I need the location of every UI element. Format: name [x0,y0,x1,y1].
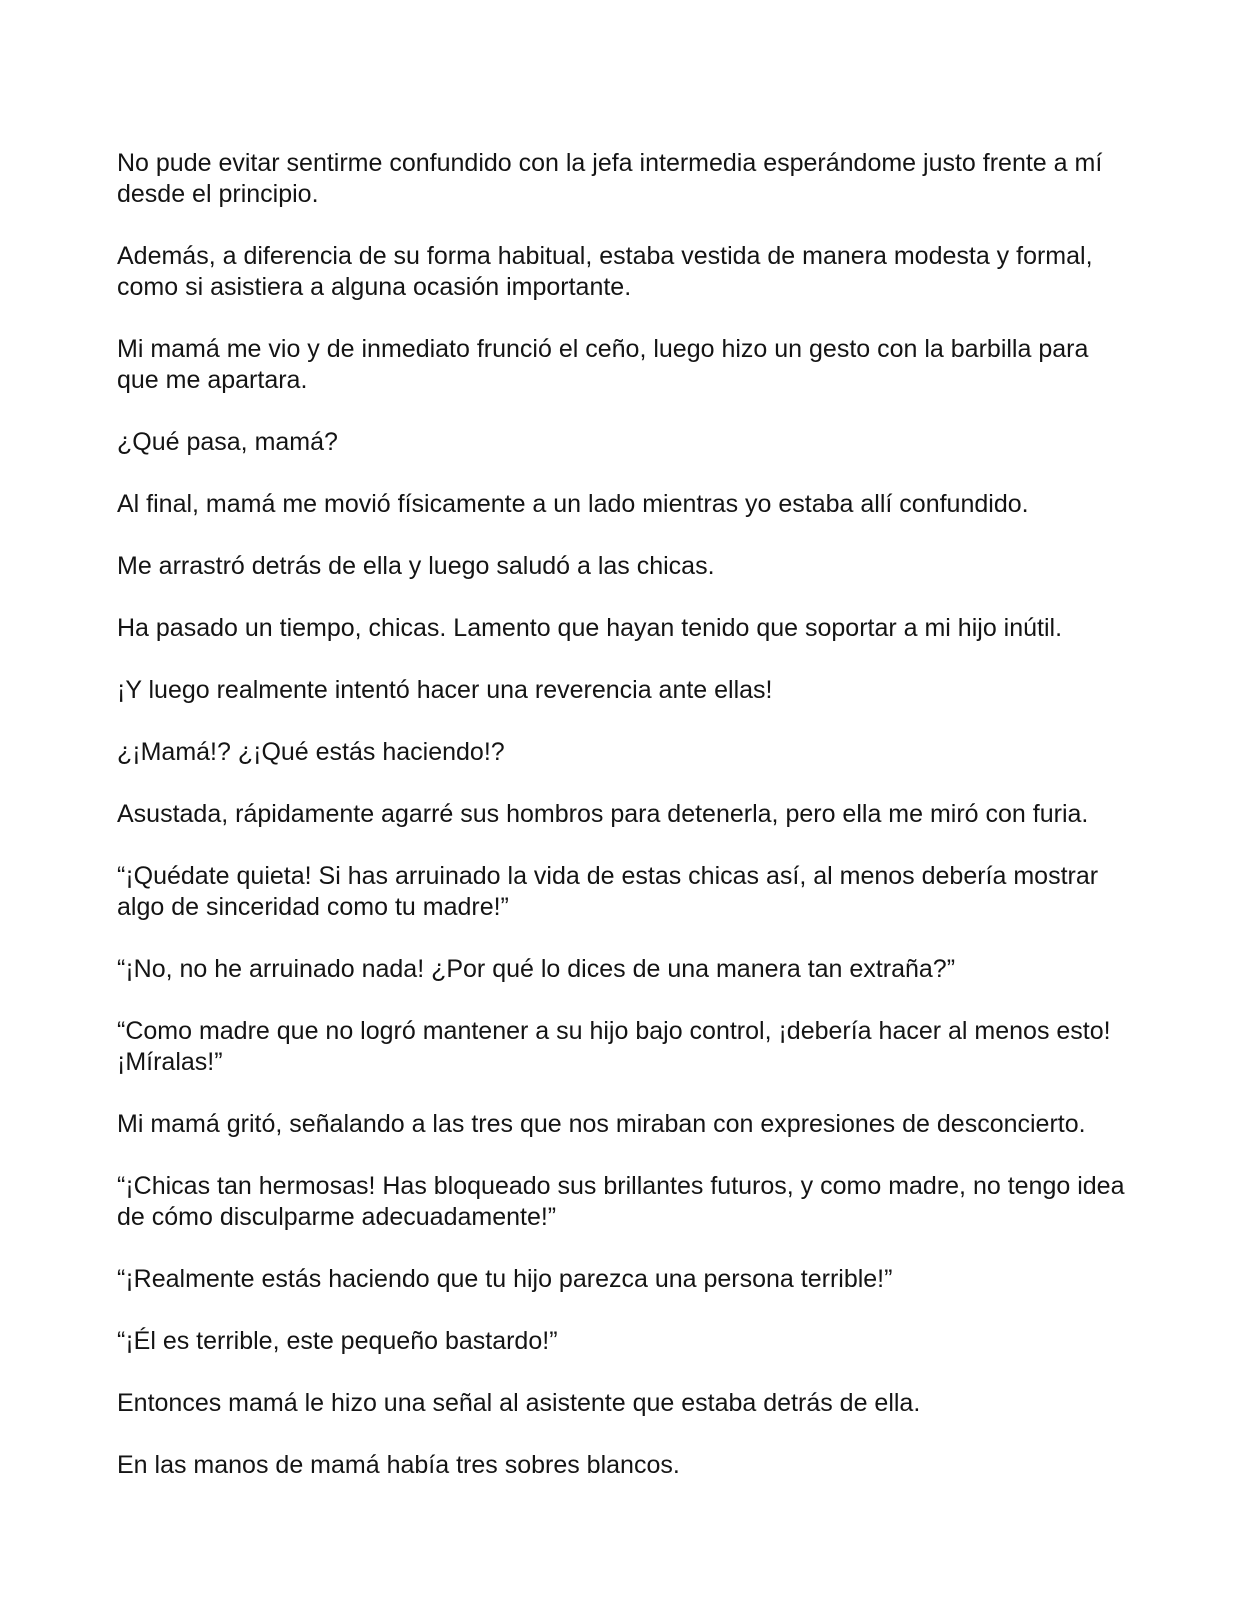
paragraph: ¿Qué pasa, mamá? [117,428,338,456]
paragraph: “¡No, no he arruinado nada! ¿Por qué lo dices de una manera tan extraña?” [117,955,956,983]
paragraph: Mi mamá gritó, señalando a las tres que nos miraban con expresiones de desconcierto. [117,1110,1086,1138]
paragraph: Mi mamá me vio y de inmediato frunció el ceño, luego hizo un gesto con la barbilla para que me apartara. [117,335,1089,394]
paragraph: Al final, mamá me movió físicamente a un lado mientras yo estaba allí confundido. [117,490,1029,518]
paragraph: “¡Realmente estás haciendo que tu hijo parezca una persona terrible!” [117,1265,893,1293]
paragraph: No pude evitar sentirme confundido con la jefa intermedia esperándome justo frente a mí desde el principio. [117,149,1103,208]
paragraph: En las manos de mamá había tres sobres blancos. [117,1451,680,1479]
paragraph: Asustada, rápidamente agarré sus hombros para detenerla, pero ella me miró con furia. [117,800,1089,828]
paragraph: “Como madre que no logró mantener a su hijo bajo control, ¡debería hacer al menos esto! ¡Míralas!” [117,1017,1111,1076]
paragraph: Ha pasado un tiempo, chicas. Lamento que hayan tenido que soportar a mi hijo inútil. [117,614,1063,642]
paragraph: Además, a diferencia de su forma habitual, estaba vestida de manera modesta y formal, como si asistiera a alguna ocasión importante. [117,242,1093,301]
paragraph: ¡Y luego realmente intentó hacer una reverencia ante ellas! [117,676,773,704]
paragraph: “¡Chicas tan hermosas! Has bloqueado sus brillantes futuros, y como madre, no tengo idea de cómo disculparme adecuadamente!” [117,1172,1125,1231]
paragraph: “¡Quédate quieta! Si has arruinado la vida de estas chicas así, al menos debería mostrar algo de sinceridad como tu madre!” [117,862,1099,921]
paragraph: Entonces mamá le hizo una señal al asistente que estaba detrás de ella. [117,1389,921,1417]
paragraph: Me arrastró detrás de ella y luego saludó a las chicas. [117,552,715,580]
document-body [117,148,1127,1512]
paragraph: ¿¡Mamá!? ¿¡Qué estás haciendo!? [117,738,505,766]
paragraph: “¡Él es terrible, este pequeño bastardo!” [117,1327,558,1355]
